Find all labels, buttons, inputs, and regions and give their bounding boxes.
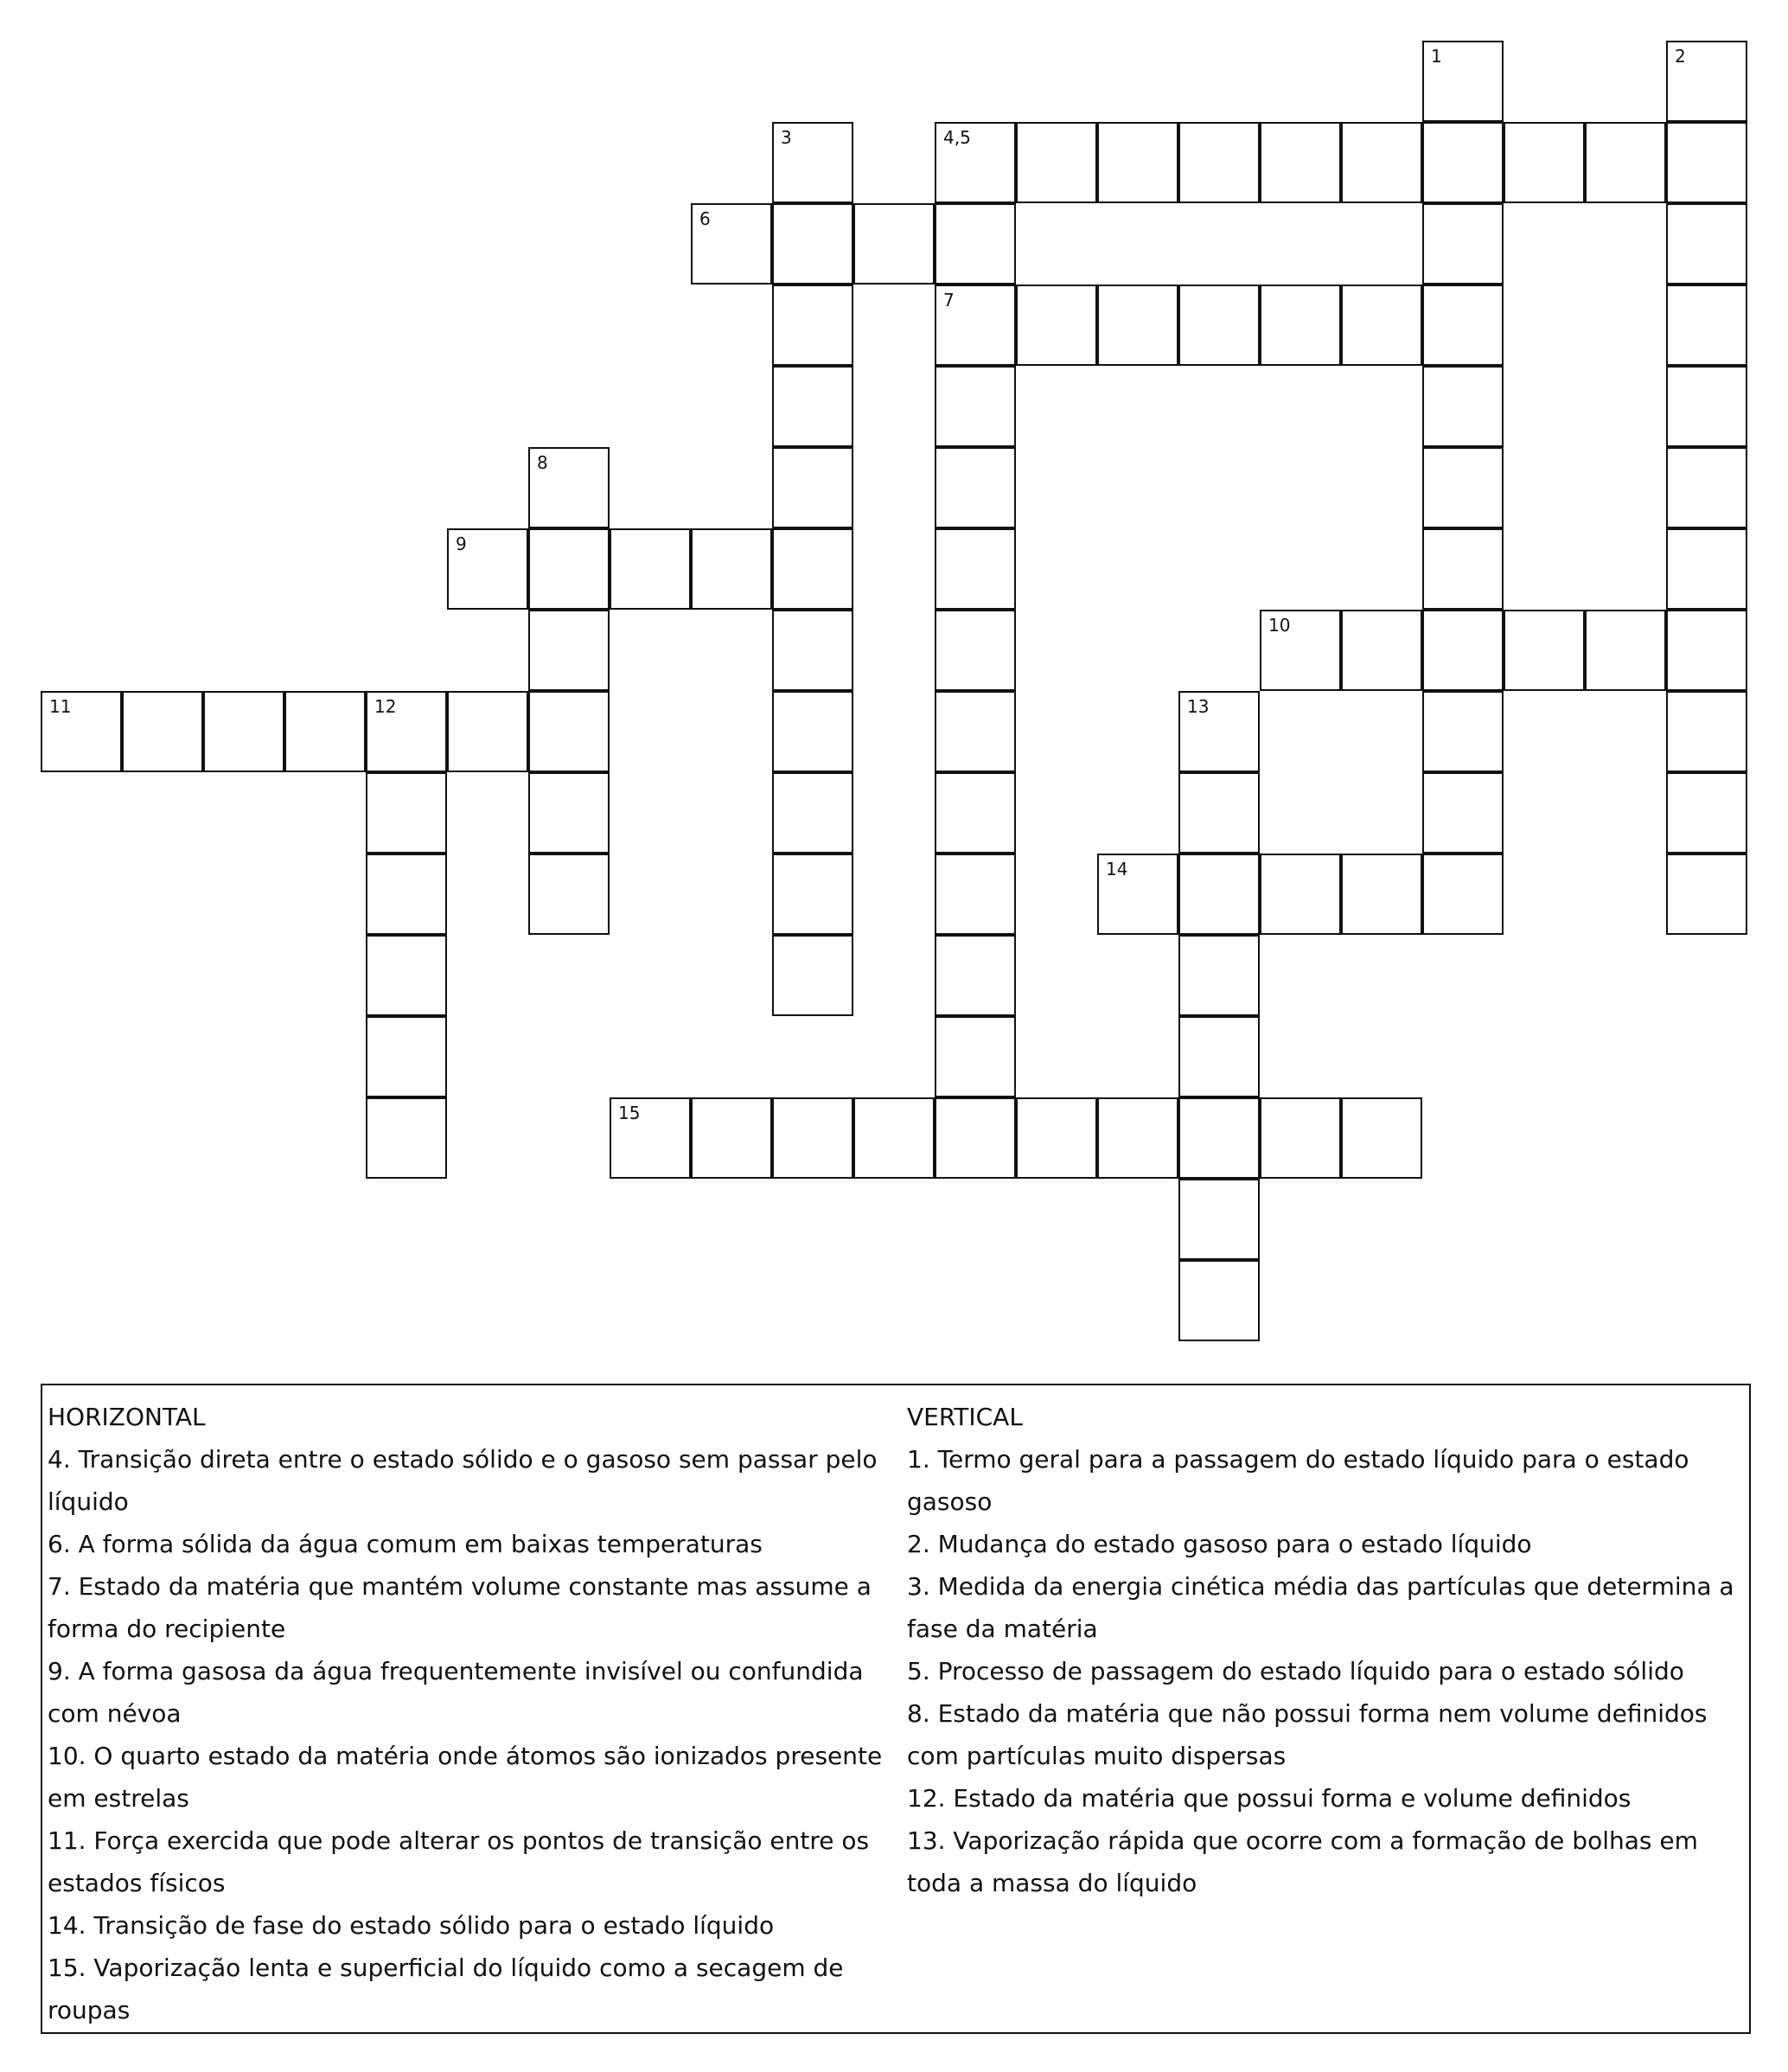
grid-cell[interactable] [1178,691,1260,772]
grid-cell[interactable] [1504,122,1585,203]
horizontal-heading: HORIZONTAL [48,1403,206,1431]
grid-cell[interactable] [935,1016,1016,1097]
grid-cell[interactable] [610,1097,691,1179]
grid-cell[interactable] [935,691,1016,772]
vertical-clues [907,1396,1750,1904]
grid-cell[interactable] [1422,854,1504,935]
grid-cell[interactable] [528,854,610,935]
clue-number: 4,5 [943,127,971,148]
grid-cell[interactable] [772,935,853,1016]
grid-cell[interactable] [1666,772,1747,854]
grid-cell[interactable] [1422,691,1504,772]
grid-cell[interactable] [1178,772,1260,854]
clue-horizontal-15: 15. Vaporização lenta e superficial do líquido como a secagem de roupas [48,1954,844,2024]
grid-cell[interactable] [1178,935,1260,1016]
grid-cell[interactable] [1666,122,1747,203]
clue-vertical-13: 13. Vaporização rápida que ocorre com a formação de bolhas em toda a massa do líquido [907,1826,1698,1897]
clue-number: 13 [1187,696,1210,717]
grid-cell[interactable] [1422,122,1504,203]
grid-cell[interactable] [1016,1097,1097,1179]
grid-cell[interactable] [528,772,610,854]
grid-cell[interactable] [772,447,853,528]
clue-number: 2 [1675,46,1686,67]
grid-cell[interactable] [1341,1097,1422,1179]
clue-vertical-5: 5. Processo de passagem do estado líquido para o estado sólido [907,1657,1684,1685]
clue-vertical-1: 1. Termo geral para a passagem do estado líquido para o estado gasoso [907,1445,1689,1516]
grid-cell[interactable] [853,203,935,285]
grid-cell[interactable] [772,1097,853,1179]
grid-cell[interactable] [610,528,691,610]
grid-cell[interactable] [1422,610,1504,691]
clue-vertical-3: 3. Medida da energia cinética média das partículas que determina a fase da matéria [907,1572,1734,1643]
grid-cell[interactable] [1341,854,1422,935]
grid-cell[interactable] [284,691,366,772]
grid-cell[interactable] [1260,1097,1341,1179]
grid-cell[interactable] [366,854,447,935]
grid-cell[interactable] [935,610,1016,691]
grid-cell[interactable] [772,772,853,854]
clue-horizontal-14: 14. Transição de fase do estado sólido para o estado líquido [48,1911,775,1940]
grid-cell[interactable] [772,528,853,610]
clue-number: 15 [618,1103,641,1123]
grid-cell[interactable] [1178,1097,1260,1179]
grid-cell[interactable] [1666,528,1747,610]
grid-cell[interactable] [935,285,1016,366]
grid-cell[interactable] [853,1097,935,1179]
vertical-heading: VERTICAL [907,1403,1023,1431]
grid-cell[interactable] [935,122,1016,203]
grid-cell[interactable] [1666,366,1747,447]
clue-number: 11 [49,696,72,717]
clue-horizontal-10: 10. O quarto estado da matéria onde átomos são ionizados presente em estrelas [48,1742,883,1813]
horizontal-clues [48,1396,904,2031]
grid-cell[interactable] [1260,610,1341,691]
grid-cell[interactable] [1666,447,1747,528]
grid-cell[interactable] [1341,610,1422,691]
grid-cell[interactable] [1666,610,1747,691]
grid-cell[interactable] [772,203,853,285]
grid-cell[interactable] [935,854,1016,935]
grid-cell[interactable] [203,691,284,772]
grid-cell[interactable] [1178,1260,1260,1341]
clue-vertical-12: 12. Estado da matéria que possui forma e volume definidos [907,1784,1632,1813]
grid-cell[interactable] [935,935,1016,1016]
grid-cell[interactable] [1178,1179,1260,1260]
grid-cell[interactable] [1422,528,1504,610]
grid-cell[interactable] [366,1016,447,1097]
grid-cell[interactable] [528,691,610,772]
grid-cell[interactable] [1666,854,1747,935]
grid-cell[interactable] [1422,772,1504,854]
clue-number: 8 [537,452,548,473]
grid-cell[interactable] [1422,41,1504,122]
grid-cell[interactable] [1097,1097,1178,1179]
grid-cell[interactable] [1666,203,1747,285]
grid-cell[interactable] [1178,1016,1260,1097]
grid-cell[interactable] [935,447,1016,528]
clue-vertical-8: 8. Estado da matéria que não possui forma nem volume definidos com partículas muito dispersas [907,1699,1708,1770]
grid-cell[interactable] [1666,285,1747,366]
grid-cell[interactable] [1260,854,1341,935]
grid-cell[interactable] [772,854,853,935]
clue-number: 1 [1431,46,1442,67]
clue-horizontal-11: 11. Força exercida que pode alterar os pontos de transição entre os estados físicos [48,1826,870,1897]
grid-cell[interactable] [528,447,610,528]
grid-cell[interactable] [1260,285,1341,366]
clue-number: 7 [943,290,955,310]
grid-cell[interactable] [935,772,1016,854]
grid-cell[interactable] [1666,41,1747,122]
grid-cell[interactable] [1666,691,1747,772]
grid-cell[interactable] [935,1097,1016,1179]
clue-vertical-2: 2. Mudança do estado gasoso para o estado líquido [907,1530,1532,1558]
grid-cell[interactable] [772,366,853,447]
grid-cell[interactable] [691,203,772,285]
grid-cell[interactable] [772,122,853,203]
grid-cell[interactable] [935,203,1016,285]
clue-box [41,1384,1751,2034]
grid-cell[interactable] [1422,285,1504,366]
grid-cell[interactable] [691,528,772,610]
grid-cell[interactable] [935,366,1016,447]
grid-cell[interactable] [1422,203,1504,285]
clue-number: 9 [456,534,467,554]
clue-horizontal-4: 4. Transição direta entre o estado sólido e o gasoso sem passar pelo líquido [48,1445,878,1516]
grid-cell[interactable] [1422,447,1504,528]
grid-cell[interactable] [935,528,1016,610]
grid-cell[interactable] [1504,610,1585,691]
grid-cell[interactable] [1016,285,1097,366]
grid-cell[interactable] [1585,122,1666,203]
grid-cell[interactable] [122,691,203,772]
grid-cell[interactable] [1341,285,1422,366]
clue-number: 10 [1268,615,1291,636]
clue-number: 3 [781,127,792,148]
grid-cell[interactable] [1178,854,1260,935]
grid-cell[interactable] [1097,854,1178,935]
grid-cell[interactable] [1260,122,1341,203]
grid-cell[interactable] [366,935,447,1016]
grid-cell[interactable] [772,610,853,691]
clue-number: 12 [374,696,397,717]
grid-cell[interactable] [772,691,853,772]
grid-cell[interactable] [366,691,447,772]
grid-cell[interactable] [1341,122,1422,203]
clue-horizontal-6: 6. A forma sólida da água comum em baixas temperaturas [48,1530,763,1558]
clue-number: 6 [699,208,711,229]
grid-cell[interactable] [41,691,122,772]
grid-cell[interactable] [447,528,528,610]
grid-cell[interactable] [1422,366,1504,447]
grid-cell[interactable] [528,610,610,691]
grid-cell[interactable] [1178,285,1260,366]
grid-cell[interactable] [447,691,528,772]
clue-horizontal-9: 9. A forma gasosa da água frequentemente invisível ou confundida com névoa [48,1657,864,1728]
grid-cell[interactable] [772,285,853,366]
grid-cell[interactable] [1016,122,1097,203]
grid-cell[interactable] [1585,610,1666,691]
clue-number: 14 [1106,859,1128,879]
clue-horizontal-7: 7. Estado da matéria que mantém volume constante mas assume a forma do recipiente [48,1572,872,1643]
grid-cell[interactable] [366,1097,447,1179]
grid-cell[interactable] [528,528,610,610]
grid-cell[interactable] [1097,122,1178,203]
grid-cell[interactable] [1178,122,1260,203]
grid-cell[interactable] [691,1097,772,1179]
grid-cell[interactable] [1097,285,1178,366]
grid-cell[interactable] [366,772,447,854]
